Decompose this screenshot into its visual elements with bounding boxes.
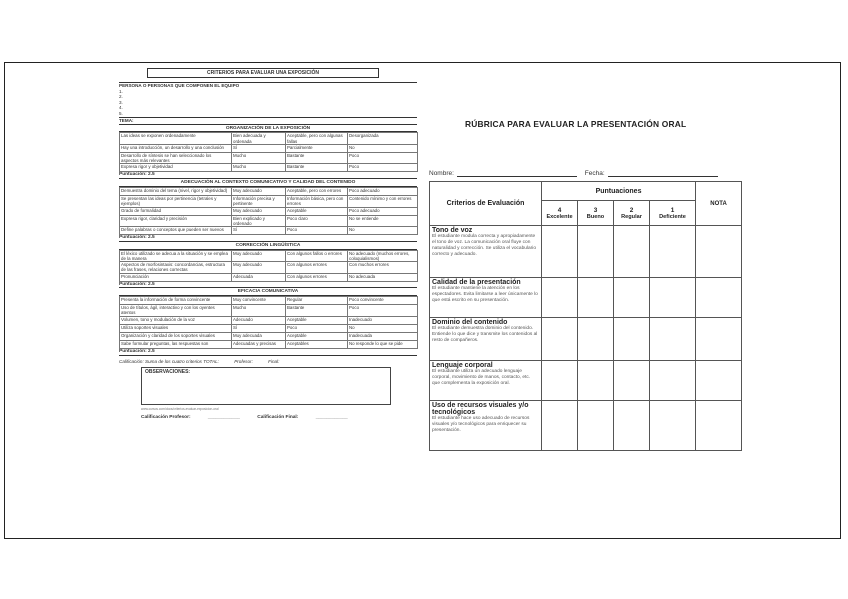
- table-cell: No adecuado (muchos errores, coloquialismos): [348, 250, 418, 262]
- criterion-row: [430, 318, 742, 361]
- table-cell: Poco convincente: [348, 297, 418, 305]
- calificacion-final-label: Calificación Final: ____________: [257, 414, 348, 420]
- score-cell[interactable]: [578, 278, 614, 318]
- nota-cell[interactable]: [696, 318, 742, 361]
- exposition-criteria-document: [119, 68, 417, 421]
- criterion-title: Tono de voz: [432, 227, 473, 234]
- score-cell[interactable]: [614, 278, 650, 318]
- table-row: [120, 215, 418, 227]
- calificacion-profesor-label: Calificación Profesor: ____________: [141, 414, 240, 420]
- profesor-label: Profesor:: [234, 358, 253, 364]
- team-members-block: [119, 82, 417, 117]
- table-cell: Aceptable: [286, 207, 348, 215]
- table-cell: Bastante: [286, 164, 348, 172]
- table-cell: Bastante: [286, 152, 348, 164]
- fecha-label: Fecha:: [584, 170, 605, 177]
- table-cell: Define palabras o conceptos que pueden ser nuevos: [120, 227, 232, 235]
- criterion-row: [430, 401, 742, 451]
- score-cell[interactable]: [614, 401, 650, 451]
- score-cell[interactable]: [542, 401, 578, 451]
- table-cell: No: [348, 324, 418, 332]
- score-header-3: [578, 201, 614, 226]
- criterion-cell: [430, 278, 542, 318]
- section-score: Puntuación: 2.5: [119, 172, 417, 179]
- table-row: [120, 273, 418, 281]
- score-number: 2: [629, 206, 634, 214]
- fecha-field[interactable]: [608, 176, 718, 177]
- table-cell: Expresa rigor y objetividad: [120, 164, 232, 172]
- nombre-field[interactable]: [457, 176, 577, 177]
- section-title: CORRECCIÓN LINGÜÍSTICA: [119, 243, 417, 250]
- score-label: Excelente: [546, 213, 573, 220]
- score-header-2: [614, 201, 650, 226]
- table-cell: Grado de formalidad: [120, 207, 232, 215]
- table-cell: Aceptable: [286, 332, 348, 340]
- score-label: Bueno: [586, 213, 605, 220]
- table-cell: Utiliza soportes visuales: [120, 324, 232, 332]
- table-cell: Sí: [232, 227, 286, 235]
- table-row: [120, 187, 418, 195]
- criterion-description: El estudiante utiliza un adecuado lenguaje corporal, movimiento de manos, contacto, etc. que complementa la exposición oral.: [432, 369, 531, 386]
- table-cell: Regular: [286, 297, 348, 305]
- table-row: [120, 195, 418, 207]
- score-cell[interactable]: [542, 278, 578, 318]
- table-row: [120, 316, 418, 324]
- section-score: Puntuación: 2.5: [119, 282, 417, 289]
- rubric-title: RÚBRICA PARA EVALUAR LA PRESENTACIÓN ORAL: [465, 119, 687, 129]
- table-cell: Aceptable, pero con algunas fallas: [286, 133, 348, 145]
- member-line: 3.: [119, 99, 123, 105]
- table-cell: Poco adecuado: [348, 187, 418, 195]
- table-cell: No adecuada: [348, 273, 418, 281]
- table-cell: Presenta la información de forma convincente: [120, 297, 232, 305]
- table-cell: Muy adecuado: [232, 250, 286, 262]
- table-cell: Mucho: [232, 305, 286, 317]
- table-cell: Mucho: [232, 152, 286, 164]
- criterion-row: [430, 226, 742, 278]
- criterion-title: Lenguaje corporal: [432, 362, 493, 369]
- score-header-1: [650, 201, 696, 226]
- table-cell: Desarrollo de síntesis se han seleccionado los aspectos más relevantes: [120, 152, 232, 164]
- table-cell: Contenido mínimo y con errores: [348, 195, 418, 207]
- tema-label: TEMA:: [119, 117, 417, 125]
- table-row: [120, 262, 418, 274]
- section-table: [119, 187, 418, 235]
- table-cell: Poco adecuado: [348, 207, 418, 215]
- table-row: [120, 250, 418, 262]
- table-cell: Muy adecuado: [232, 187, 286, 195]
- table-cell: Adecuado: [232, 316, 286, 324]
- table-cell: Poco claro: [286, 215, 348, 227]
- table-cell: Muy adecuado: [232, 262, 286, 274]
- criterion-cell: [430, 318, 542, 361]
- table-row: [120, 340, 418, 348]
- score-cell[interactable]: [542, 361, 578, 401]
- nota-cell[interactable]: [696, 401, 742, 451]
- section-title: ADECUACIÓN AL CONTEXTO COMUNICATIVO Y CALIDAD DEL CONTENIDO: [119, 180, 417, 187]
- criterion-title: Dominio del contenido: [432, 319, 508, 326]
- table-cell: Bien explicado y ordenado: [232, 215, 286, 227]
- score-cell[interactable]: [650, 226, 696, 278]
- score-cell[interactable]: [542, 318, 578, 361]
- member-line: 2.: [119, 94, 123, 100]
- criterion-cell: [430, 401, 542, 451]
- score-cell[interactable]: [578, 401, 614, 451]
- table-cell: Adecuada: [232, 273, 286, 281]
- section-score: Puntuación: 2.5: [119, 235, 417, 242]
- name-date-fields: [429, 170, 718, 177]
- table-cell: Adecuadas y precisas: [232, 340, 286, 348]
- table-cell: Bastante: [286, 305, 348, 317]
- table-cell: No: [348, 144, 418, 152]
- table-cell: Aspectos de morfosintaxis: concordancias, estructura de las frases, relaciones correctas: [120, 262, 232, 274]
- criterion-description: El estudiante mantiene la atención en los espectadores. Evita limitarse a leer únicamente lo que está escrito en su presentación.: [432, 286, 538, 303]
- table-cell: Volumen, tono y modulación de la voz: [120, 316, 232, 324]
- table-cell: Con algunos errores: [286, 273, 348, 281]
- table-cell: Inadecuada: [348, 332, 418, 340]
- score-number: 3: [593, 206, 598, 214]
- table-row: [120, 227, 418, 235]
- nota-cell[interactable]: [696, 278, 742, 318]
- member-line: 4.: [119, 105, 123, 111]
- score-cell[interactable]: [650, 361, 696, 401]
- member-line: 1.: [119, 88, 123, 94]
- rubric-body: [430, 226, 742, 451]
- table-row: [120, 324, 418, 332]
- rubric-table: [429, 181, 742, 451]
- criterios-header: Criterios de Evaluación: [430, 182, 542, 226]
- table-cell: Con muchos errores: [348, 262, 418, 274]
- table-cell: Se presentan las ideas por pertinencia (tetrales y ejemplos): [120, 195, 232, 207]
- criterion-cell: [430, 226, 542, 278]
- table-cell: Muy adecuada: [232, 332, 286, 340]
- table-cell: Demuestra dominio del tema (nivel, rigor y objetividad): [120, 187, 232, 195]
- score-cell[interactable]: [614, 226, 650, 278]
- table-cell: Sí: [232, 324, 286, 332]
- section-table: [119, 296, 418, 349]
- table-row: [120, 207, 418, 215]
- table-cell: No: [348, 227, 418, 235]
- table-cell: Poco: [348, 305, 418, 317]
- table-cell: Muy convincente: [232, 297, 286, 305]
- nombre-label: Nombre:: [429, 170, 454, 177]
- criterion-cell: [430, 361, 542, 401]
- score-cell[interactable]: [614, 318, 650, 361]
- score-label: Regular: [621, 213, 642, 220]
- criterion-description: El estudiante demuestra dominio del contenido. Entiende lo que dice y transmite los contenidos al resto de compañeros.: [432, 326, 538, 343]
- table-cell: Aceptable, pero con errores: [286, 187, 348, 195]
- calificacion-line: [119, 359, 417, 365]
- score-number: 1: [670, 206, 675, 214]
- section-title: EFICACIA COMUNICATIVA: [119, 289, 417, 296]
- nota-cell[interactable]: [696, 361, 742, 401]
- table-cell: Aceptables: [286, 340, 348, 348]
- criterion-title: Calidad de la presentación: [432, 279, 521, 286]
- table-row: [120, 297, 418, 305]
- section-title: ORGANIZACIÓN DE LA EXPOSICIÓN: [119, 126, 417, 133]
- table-row: [120, 305, 418, 317]
- table-cell: Mucho: [232, 164, 286, 172]
- table-cell: Información precisa y pertinente: [232, 195, 286, 207]
- score-cell[interactable]: [650, 318, 696, 361]
- document-frame: [4, 62, 841, 539]
- table-cell: Poco: [286, 227, 348, 235]
- final-grades-line: [141, 415, 417, 421]
- table-cell: Muy adecuado: [232, 207, 286, 215]
- table-cell: Poco: [286, 324, 348, 332]
- table-cell: Uso de títulos, ágil, interactivo y con los oyentes atentos: [120, 305, 232, 317]
- criterion-description: El estudiante modula correcta y apropiadamente el tono de voz. La comunicación oral fluye con naturalidad y corrección. Se utiliza el vocabulario correcto y adecuado.: [432, 234, 536, 257]
- table-cell: Organización y claridad de los soportes visuales: [120, 332, 232, 340]
- table-cell: Aceptable: [286, 316, 348, 324]
- criterion-description: El estudiante hace uso adecuado de recursos visuales y/o tecnológicos para enriquecer su presentación.: [432, 416, 530, 433]
- score-number: 4: [557, 206, 562, 214]
- nota-header: NOTA: [696, 182, 742, 226]
- score-cell[interactable]: [614, 361, 650, 401]
- criteria-title: CRITERIOS PARA EVALUAR UNA EXPOSICIÓN: [147, 68, 379, 78]
- rubric-header-row-1: [430, 182, 742, 201]
- table-cell: Inadecuado: [348, 316, 418, 324]
- table-row: [120, 133, 418, 145]
- score-cell[interactable]: [578, 361, 614, 401]
- table-cell: Desorganizada: [348, 133, 418, 145]
- table-cell: Parcialmente: [286, 144, 348, 152]
- observaciones-label: OBSERVACIONES:: [145, 369, 191, 375]
- table-cell: Las ideas se exponen ordenadamente: [120, 133, 232, 145]
- final-label: Final:: [268, 358, 280, 364]
- table-cell: Expresa rigor, claridad y precisión: [120, 215, 232, 227]
- observaciones-box: [141, 367, 391, 405]
- score-cell[interactable]: [650, 401, 696, 451]
- score-cell[interactable]: [578, 226, 614, 278]
- table-cell: Poco: [348, 152, 418, 164]
- score-cell[interactable]: [578, 318, 614, 361]
- table-row: [120, 332, 418, 340]
- section-score: Puntuación: 2.5: [119, 349, 417, 356]
- table-cell: El léxico utilizado se adecua a la situación y se emplea de la manera: [120, 250, 232, 262]
- score-label: Deficiente: [659, 213, 686, 220]
- team-members-label: PERSONA O PERSONAS QUE COMPONEN EL EQUIPO: [119, 83, 240, 88]
- section-table: [119, 250, 418, 282]
- table-cell: Con algunos errores: [286, 262, 348, 274]
- table-cell: Hay una introducción, un desarrollo y una conclusión: [120, 144, 232, 152]
- table-row: [120, 152, 418, 164]
- table-cell: Pronunciación: [120, 273, 232, 281]
- criterion-row: [430, 361, 742, 401]
- table-cell: Sabe formular preguntas, las respuestas son: [120, 340, 232, 348]
- nota-cell[interactable]: [696, 226, 742, 278]
- criteria-sections: [119, 126, 417, 356]
- member-line: 5.: [119, 110, 123, 116]
- score-header-4: [542, 201, 578, 226]
- table-cell: No responde lo que se pide: [348, 340, 418, 348]
- table-cell: Bien adecuada y ordenada: [232, 133, 286, 145]
- puntuaciones-header: Puntuaciones: [542, 182, 696, 201]
- table-cell: Poco: [348, 164, 418, 172]
- table-row: [120, 144, 418, 152]
- score-cell[interactable]: [650, 278, 696, 318]
- section-table: [119, 132, 418, 172]
- criterion-row: [430, 278, 742, 318]
- table-cell: Con algunos fallos o errores: [286, 250, 348, 262]
- table-cell: No se entiende: [348, 215, 418, 227]
- table-row: [120, 164, 418, 172]
- calificacion-label: Calificación: Suma de los cuatro criterios TOTAL:: [119, 358, 219, 364]
- table-cell: Información básica, pero con errores: [286, 195, 348, 207]
- criterion-title: Uso de recursos visuales y/o tecnológicos: [432, 402, 529, 416]
- table-cell: Sí: [232, 144, 286, 152]
- source-line: www.cursos.com/docs/criterios-evaluar-exposicion-oral: [141, 407, 219, 411]
- score-cell[interactable]: [542, 226, 578, 278]
